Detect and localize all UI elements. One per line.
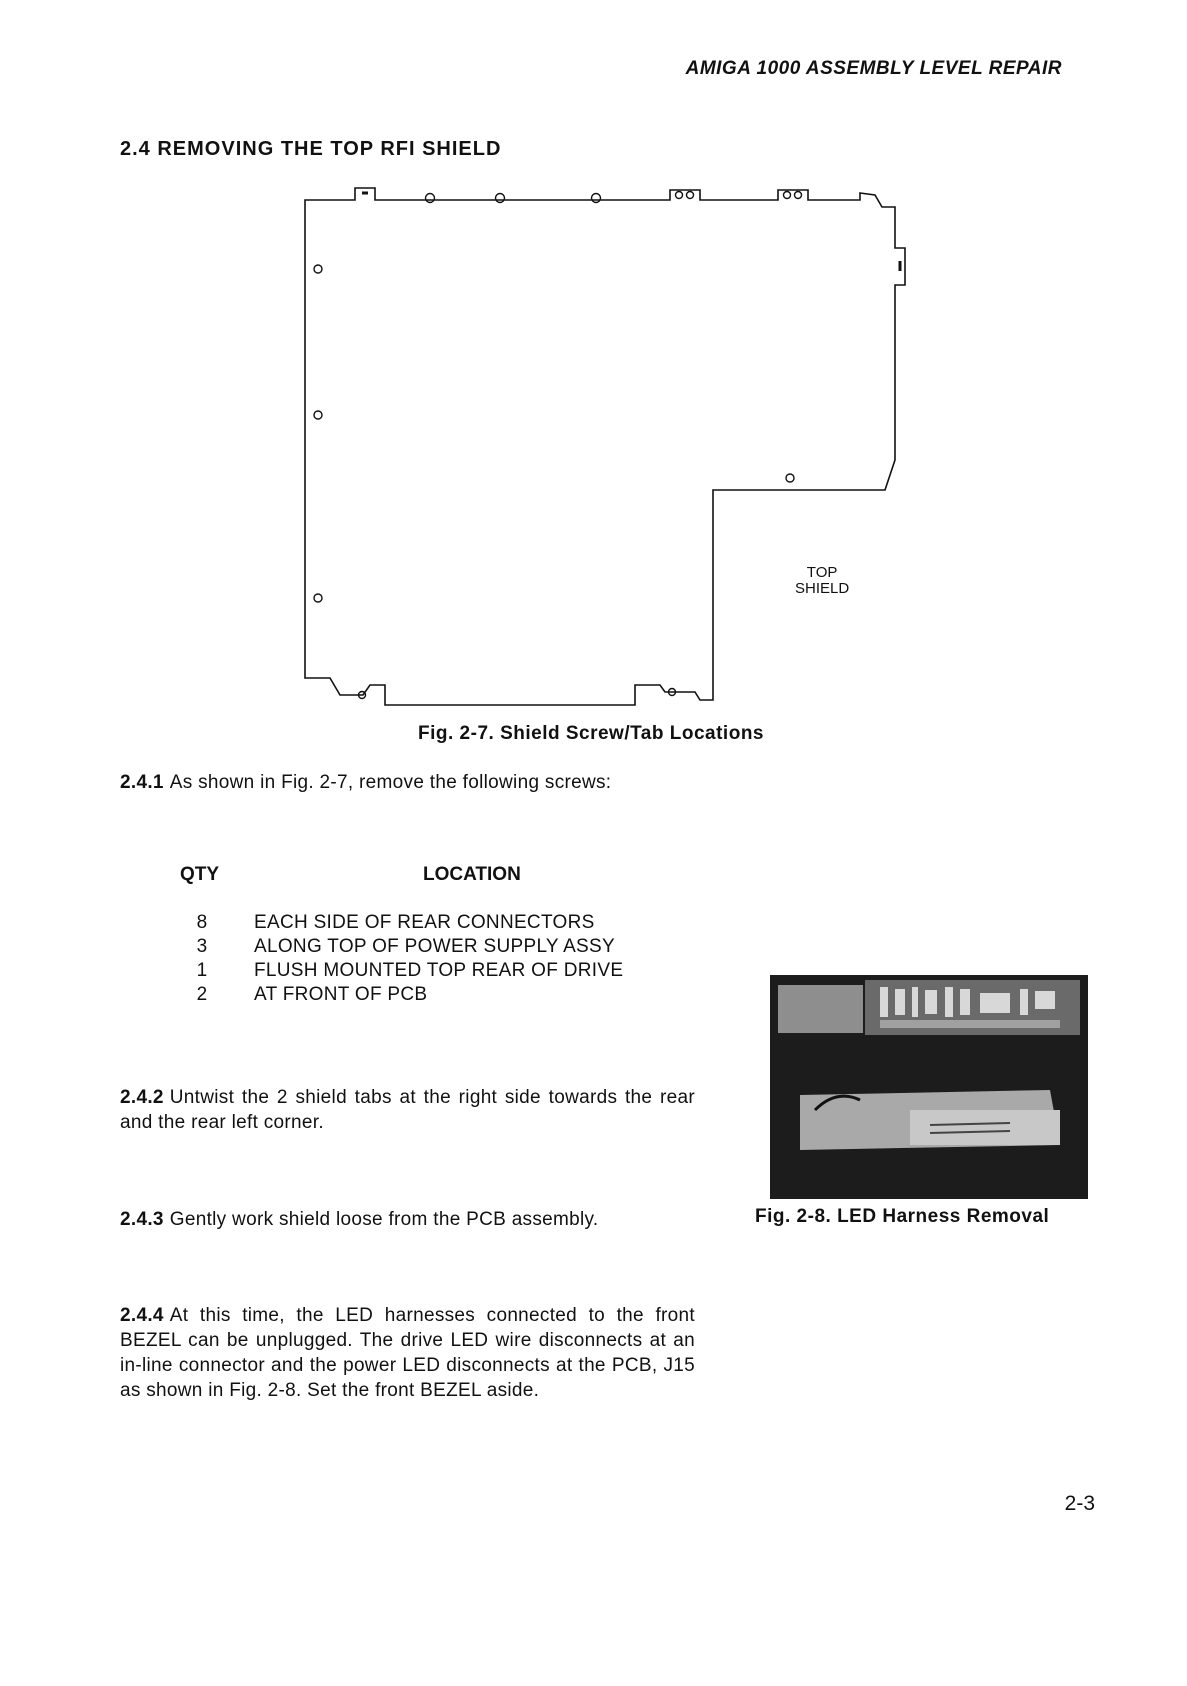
screw-hole [676,192,683,199]
table-row: 3 ALONG TOP OF POWER SUPPLY ASSY [196,936,615,957]
led-harness-photo [770,975,1088,1199]
step-2-4-1 [120,770,695,795]
screw-table [190,911,623,1007]
top-shield-label: TOP SHIELD [795,564,850,597]
step-text: As shown in Fig. 2-7, remove the following screws: [169,772,612,793]
screw-hole [786,474,794,482]
page-number: 2-3 [1064,1492,1095,1515]
screw-hole [314,265,322,273]
location-column-header: LOCATION [423,864,521,885]
screw-hole [314,594,322,602]
photo-drawing [770,975,1088,1199]
table-row: 2 AT FRONT OF PCB [196,984,428,1005]
step-2-4-3 [120,1207,695,1232]
screw-hole [314,411,322,419]
screw-hole [592,194,601,203]
step-text: Gently work shield loose from the PCB assembly. [169,1209,599,1230]
shield-outline [305,188,905,705]
screw-hole [784,192,791,199]
page-header: AMIGA 1000 ASSEMBLY LEVEL REPAIR [685,58,1062,79]
step-text: At this time, the LED harnesses connected to the front BEZEL can be unplugged. The drive LED wire disconnects at an in-line connector and the power LED disconnects at the PCB, J15 as shown in Fig. 2-8. Set the front BEZEL aside. [120,1305,695,1401]
step-number: 2.4.1 [120,772,164,793]
step-text: Untwist the 2 shield tabs at the right side towards the rear and the rear left corner. [120,1087,695,1133]
step-number: 2.4.4 [120,1305,164,1326]
table-row: 8 EACH SIDE OF REAR CONNECTORS [196,912,595,933]
screw-hole [795,192,802,199]
step-number: 2.4.2 [120,1087,164,1108]
shield-outline-diagram [300,185,920,715]
section-title: 2.4 REMOVING THE TOP RFI SHIELD [120,138,502,160]
figure-2-7-caption: Fig. 2-7. Shield Screw/Tab Locations [418,723,764,744]
step-number: 2.4.3 [120,1209,164,1230]
screw-hole [496,194,505,203]
figure-2-8-caption: Fig. 2-8. LED Harness Removal [755,1206,1050,1227]
screw-hole [687,192,694,199]
qty-column-header: QTY [180,864,220,885]
table-row: 1 FLUSH MOUNTED TOP REAR OF DRIVE [196,960,624,981]
step-2-4-4 [120,1303,695,1403]
step-2-4-2 [120,1085,695,1135]
screw-hole [426,194,435,203]
